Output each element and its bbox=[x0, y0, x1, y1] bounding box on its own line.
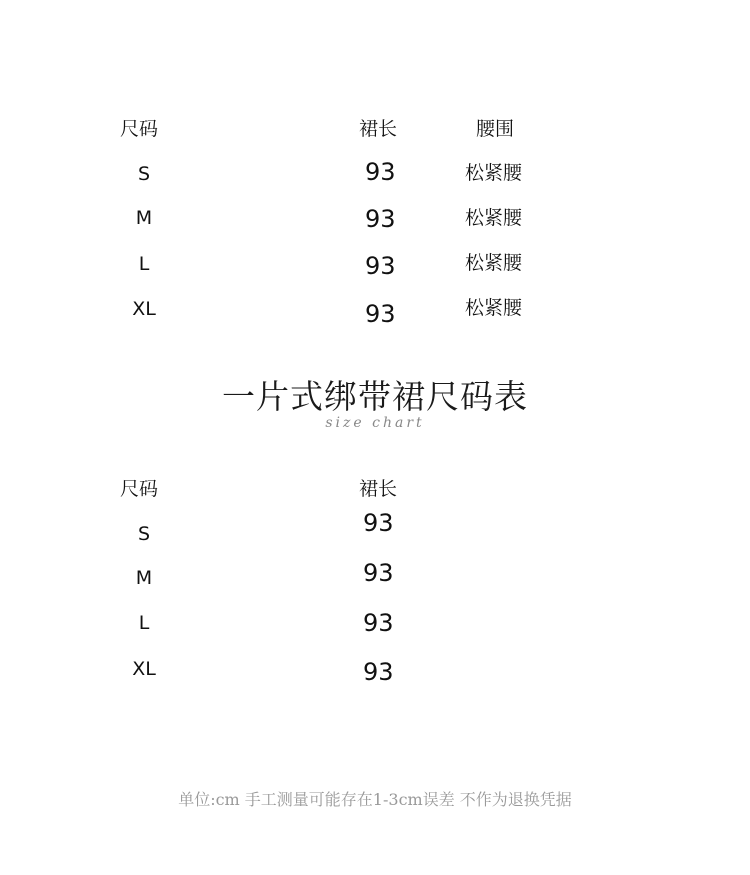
page-title: 一片式绑带裙尺码表 bbox=[222, 377, 528, 416]
length-cell: 93 bbox=[363, 509, 394, 537]
size-cell: XL bbox=[132, 658, 156, 680]
size-cell: M bbox=[135, 207, 153, 229]
length-cell: 93 bbox=[363, 658, 394, 686]
size-cell: L bbox=[138, 612, 150, 634]
size-cell: XL bbox=[132, 298, 156, 320]
length-cell: 93 bbox=[365, 158, 396, 186]
length-cell: 93 bbox=[365, 252, 396, 280]
size-header: 尺码 bbox=[120, 478, 159, 500]
measurement-note: 单位:cm 手工测量可能存在1-3cm误差 不作为退换凭据 bbox=[178, 790, 572, 809]
length-header: 裙长 bbox=[359, 478, 398, 500]
size-cell: S bbox=[137, 523, 151, 545]
length-cell: 93 bbox=[363, 559, 394, 587]
size-header: 尺码 bbox=[120, 118, 159, 140]
size-cell: M bbox=[135, 567, 153, 589]
length-cell: 93 bbox=[365, 300, 396, 328]
size-cell: L bbox=[138, 253, 150, 275]
length-header: 裙长 bbox=[359, 118, 398, 140]
waist-cell: 松紧腰 bbox=[465, 162, 523, 184]
waist-cell: 松紧腰 bbox=[465, 297, 523, 319]
length-cell: 93 bbox=[363, 609, 394, 637]
page-subtitle: size chart bbox=[325, 415, 425, 431]
waist-header: 腰围 bbox=[476, 118, 515, 140]
size-cell: S bbox=[137, 163, 151, 185]
waist-cell: 松紧腰 bbox=[465, 252, 523, 274]
length-cell: 93 bbox=[365, 205, 396, 233]
waist-cell: 松紧腰 bbox=[465, 207, 523, 229]
